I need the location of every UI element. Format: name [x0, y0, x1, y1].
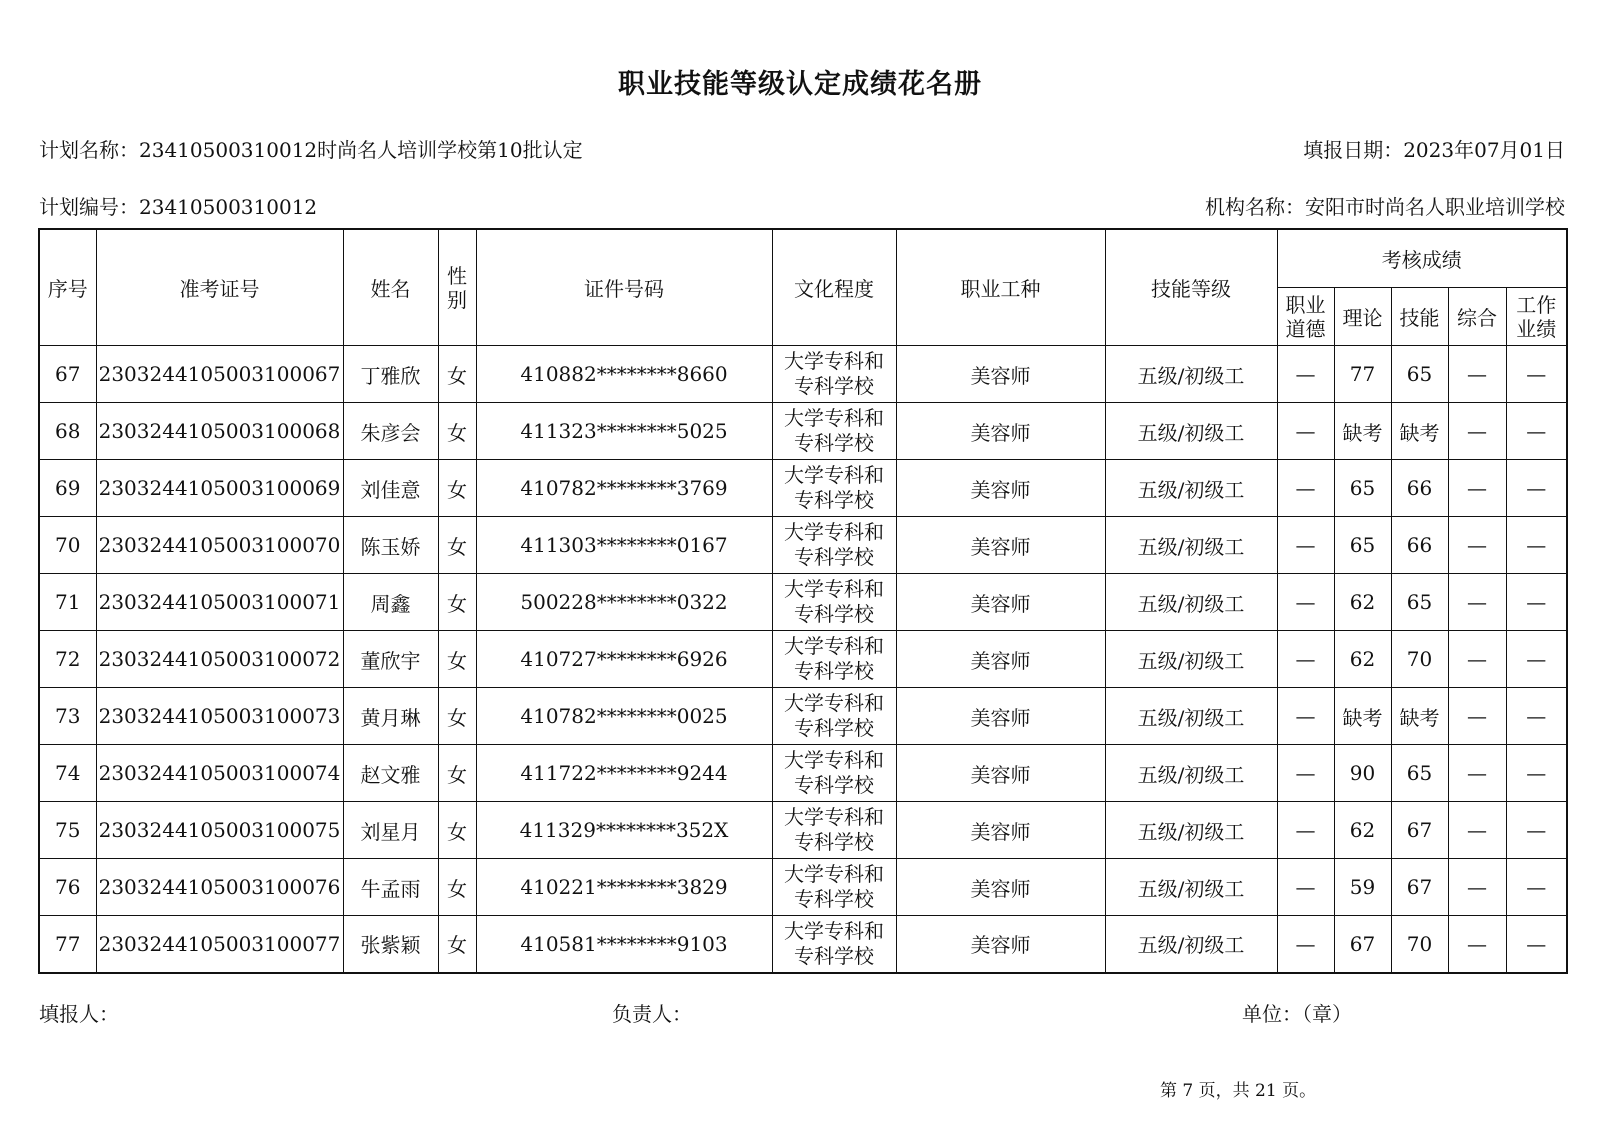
cell-seq: 67	[39, 346, 96, 403]
cell-seq: 70	[39, 517, 96, 574]
cell-gender: 女	[438, 916, 476, 973]
cell-name: 朱彦会	[343, 403, 438, 460]
cell-name: 刘佳意	[343, 460, 438, 517]
cell-skill-level: 五级/初级工	[1105, 346, 1277, 403]
cell-overall-score: —	[1448, 631, 1506, 688]
table-row	[39, 859, 1567, 916]
cell-ethics: —	[1277, 403, 1334, 460]
cell-work-performance: —	[1506, 745, 1567, 802]
header-name: 姓名	[343, 229, 438, 346]
cell-name: 董欣宇	[343, 631, 438, 688]
cell-skill-score: 70	[1391, 631, 1448, 688]
cell-seq: 73	[39, 688, 96, 745]
cell-exam-number: 2303244105003100072	[96, 631, 343, 688]
table-header-row	[39, 229, 1567, 288]
cell-id-number: 500228********0322	[476, 574, 772, 631]
cell-occupation: 美容师	[896, 460, 1105, 517]
cell-exam-number: 2303244105003100074	[96, 745, 343, 802]
cell-seq: 77	[39, 916, 96, 973]
cell-exam-number: 2303244105003100068	[96, 403, 343, 460]
cell-occupation: 美容师	[896, 688, 1105, 745]
header-exam-number: 准考证号	[96, 229, 343, 346]
cell-overall-score: —	[1448, 460, 1506, 517]
cell-ethics: —	[1277, 802, 1334, 859]
cell-skill-score: 67	[1391, 859, 1448, 916]
cell-education: 大学专科和 专科学校	[772, 346, 896, 403]
cell-seq: 71	[39, 574, 96, 631]
cell-name: 张紫颖	[343, 916, 438, 973]
cell-education: 大学专科和 专科学校	[772, 859, 896, 916]
cell-exam-number: 2303244105003100071	[96, 574, 343, 631]
cell-occupation: 美容师	[896, 517, 1105, 574]
cell-theory-score: 77	[1334, 346, 1391, 403]
cell-education: 大学专科和 专科学校	[772, 745, 896, 802]
header-occupation: 职业工种	[896, 229, 1105, 346]
cell-skill-score: 缺考	[1391, 403, 1448, 460]
cell-skill-score: 70	[1391, 916, 1448, 973]
cell-work-performance: —	[1506, 517, 1567, 574]
cell-skill-level: 五级/初级工	[1105, 916, 1277, 973]
cell-name: 周鑫	[343, 574, 438, 631]
cell-skill-score: 65	[1391, 745, 1448, 802]
unit-seal-label: 单位：（章）	[1242, 1002, 1352, 1026]
cell-education: 大学专科和 专科学校	[772, 517, 896, 574]
cell-occupation: 美容师	[896, 916, 1105, 973]
cell-theory-score: 缺考	[1334, 403, 1391, 460]
table-row	[39, 460, 1567, 517]
cell-id-number: 411329********352X	[476, 802, 772, 859]
cell-seq: 72	[39, 631, 96, 688]
cell-gender: 女	[438, 517, 476, 574]
cell-occupation: 美容师	[896, 859, 1105, 916]
cell-ethics: —	[1277, 688, 1334, 745]
header-gender: 性 别	[438, 229, 476, 346]
cell-theory-score: 65	[1334, 460, 1391, 517]
cell-ethics: —	[1277, 517, 1334, 574]
cell-skill-level: 五级/初级工	[1105, 745, 1277, 802]
cell-ethics: —	[1277, 574, 1334, 631]
cell-theory-score: 62	[1334, 802, 1391, 859]
cell-seq: 75	[39, 802, 96, 859]
cell-skill-level: 五级/初级工	[1105, 859, 1277, 916]
cell-work-performance: —	[1506, 802, 1567, 859]
cell-seq: 69	[39, 460, 96, 517]
cell-exam-number: 2303244105003100073	[96, 688, 343, 745]
cell-skill-score: 66	[1391, 517, 1448, 574]
cell-theory-score: 67	[1334, 916, 1391, 973]
header-education: 文化程度	[772, 229, 896, 346]
cell-skill-level: 五级/初级工	[1105, 688, 1277, 745]
cell-work-performance: —	[1506, 574, 1567, 631]
table-row	[39, 403, 1567, 460]
cell-gender: 女	[438, 859, 476, 916]
filler-label: 填报人：	[39, 1002, 119, 1026]
cell-id-number: 410882********8660	[476, 346, 772, 403]
cell-id-number: 411323********5025	[476, 403, 772, 460]
table-row	[39, 574, 1567, 631]
header-ethics: 职业 道德	[1277, 288, 1334, 346]
cell-name: 牛孟雨	[343, 859, 438, 916]
cell-ethics: —	[1277, 631, 1334, 688]
cell-work-performance: —	[1506, 859, 1567, 916]
header-theory: 理论	[1334, 288, 1391, 346]
cell-ethics: —	[1277, 859, 1334, 916]
cell-occupation: 美容师	[896, 574, 1105, 631]
cell-theory-score: 缺考	[1334, 688, 1391, 745]
cell-exam-number: 2303244105003100067	[96, 346, 343, 403]
cell-skill-score: 缺考	[1391, 688, 1448, 745]
cell-education: 大学专科和 专科学校	[772, 631, 896, 688]
cell-work-performance: —	[1506, 631, 1567, 688]
cell-education: 大学专科和 专科学校	[772, 916, 896, 973]
cell-occupation: 美容师	[896, 745, 1105, 802]
cell-gender: 女	[438, 688, 476, 745]
org-name: 机构名称：安阳市时尚名人职业培训学校	[1205, 195, 1565, 219]
header-work-performance: 工作 业绩	[1506, 288, 1567, 346]
cell-seq: 74	[39, 745, 96, 802]
score-roster-table	[38, 228, 1568, 974]
header-id-number: 证件号码	[476, 229, 772, 346]
cell-gender: 女	[438, 631, 476, 688]
cell-gender: 女	[438, 403, 476, 460]
cell-skill-level: 五级/初级工	[1105, 517, 1277, 574]
report-date: 填报日期：2023年07月01日	[1303, 138, 1565, 162]
cell-exam-number: 2303244105003100070	[96, 517, 343, 574]
cell-skill-score: 65	[1391, 346, 1448, 403]
cell-name: 陈玉娇	[343, 517, 438, 574]
cell-work-performance: —	[1506, 916, 1567, 973]
cell-ethics: —	[1277, 916, 1334, 973]
cell-gender: 女	[438, 574, 476, 631]
cell-gender: 女	[438, 460, 476, 517]
header-skill: 技能	[1391, 288, 1448, 346]
cell-id-number: 410221********3829	[476, 859, 772, 916]
cell-skill-level: 五级/初级工	[1105, 631, 1277, 688]
cell-skill-level: 五级/初级工	[1105, 403, 1277, 460]
cell-occupation: 美容师	[896, 802, 1105, 859]
cell-education: 大学专科和 专科学校	[772, 574, 896, 631]
table-row	[39, 346, 1567, 403]
cell-theory-score: 59	[1334, 859, 1391, 916]
cell-id-number: 411722********9244	[476, 745, 772, 802]
responsible-label: 负责人：	[612, 1002, 692, 1026]
header-skill-level: 技能等级	[1105, 229, 1277, 346]
table-row	[39, 517, 1567, 574]
cell-skill-score: 67	[1391, 802, 1448, 859]
document-title: 职业技能等级认定成绩花名册	[618, 69, 982, 100]
cell-work-performance: —	[1506, 346, 1567, 403]
cell-occupation: 美容师	[896, 403, 1105, 460]
table-row	[39, 802, 1567, 859]
cell-name: 刘星月	[343, 802, 438, 859]
header-assessment-scores: 考核成绩	[1277, 229, 1567, 288]
cell-id-number: 410782********3769	[476, 460, 772, 517]
cell-overall-score: —	[1448, 916, 1506, 973]
cell-ethics: —	[1277, 346, 1334, 403]
page-number: 第 7 页，共 21 页。	[1160, 1081, 1317, 1101]
cell-name: 丁雅欣	[343, 346, 438, 403]
table-row	[39, 916, 1567, 973]
header-seq: 序号	[39, 229, 96, 346]
cell-ethics: —	[1277, 460, 1334, 517]
cell-overall-score: —	[1448, 574, 1506, 631]
plan-name: 计划名称：23410500310012时尚名人培训学校第10批认定	[39, 138, 583, 162]
cell-occupation: 美容师	[896, 631, 1105, 688]
cell-education: 大学专科和 专科学校	[772, 688, 896, 745]
cell-theory-score: 90	[1334, 745, 1391, 802]
cell-id-number: 410782********0025	[476, 688, 772, 745]
cell-occupation: 美容师	[896, 346, 1105, 403]
cell-work-performance: —	[1506, 688, 1567, 745]
cell-id-number: 411303********0167	[476, 517, 772, 574]
cell-skill-level: 五级/初级工	[1105, 574, 1277, 631]
cell-gender: 女	[438, 802, 476, 859]
cell-skill-score: 66	[1391, 460, 1448, 517]
cell-education: 大学专科和 专科学校	[772, 802, 896, 859]
cell-theory-score: 62	[1334, 631, 1391, 688]
table-body	[39, 346, 1567, 973]
header-overall: 综合	[1448, 288, 1506, 346]
cell-name: 赵文雅	[343, 745, 438, 802]
cell-exam-number: 2303244105003100069	[96, 460, 343, 517]
cell-id-number: 410727********6926	[476, 631, 772, 688]
plan-number: 计划编号：23410500310012	[39, 195, 318, 219]
cell-seq: 76	[39, 859, 96, 916]
cell-skill-score: 65	[1391, 574, 1448, 631]
cell-overall-score: —	[1448, 688, 1506, 745]
cell-overall-score: —	[1448, 346, 1506, 403]
cell-gender: 女	[438, 745, 476, 802]
cell-overall-score: —	[1448, 859, 1506, 916]
cell-skill-level: 五级/初级工	[1105, 460, 1277, 517]
cell-exam-number: 2303244105003100076	[96, 859, 343, 916]
cell-id-number: 410581********9103	[476, 916, 772, 973]
cell-exam-number: 2303244105003100075	[96, 802, 343, 859]
table-row	[39, 745, 1567, 802]
cell-gender: 女	[438, 346, 476, 403]
cell-work-performance: —	[1506, 460, 1567, 517]
cell-seq: 68	[39, 403, 96, 460]
cell-education: 大学专科和 专科学校	[772, 403, 896, 460]
cell-work-performance: —	[1506, 403, 1567, 460]
cell-overall-score: —	[1448, 802, 1506, 859]
cell-name: 黄月琳	[343, 688, 438, 745]
cell-exam-number: 2303244105003100077	[96, 916, 343, 973]
cell-theory-score: 62	[1334, 574, 1391, 631]
cell-overall-score: —	[1448, 517, 1506, 574]
cell-skill-level: 五级/初级工	[1105, 802, 1277, 859]
table-row	[39, 631, 1567, 688]
cell-overall-score: —	[1448, 403, 1506, 460]
table-row	[39, 688, 1567, 745]
cell-overall-score: —	[1448, 745, 1506, 802]
cell-theory-score: 65	[1334, 517, 1391, 574]
cell-education: 大学专科和 专科学校	[772, 460, 896, 517]
cell-ethics: —	[1277, 745, 1334, 802]
